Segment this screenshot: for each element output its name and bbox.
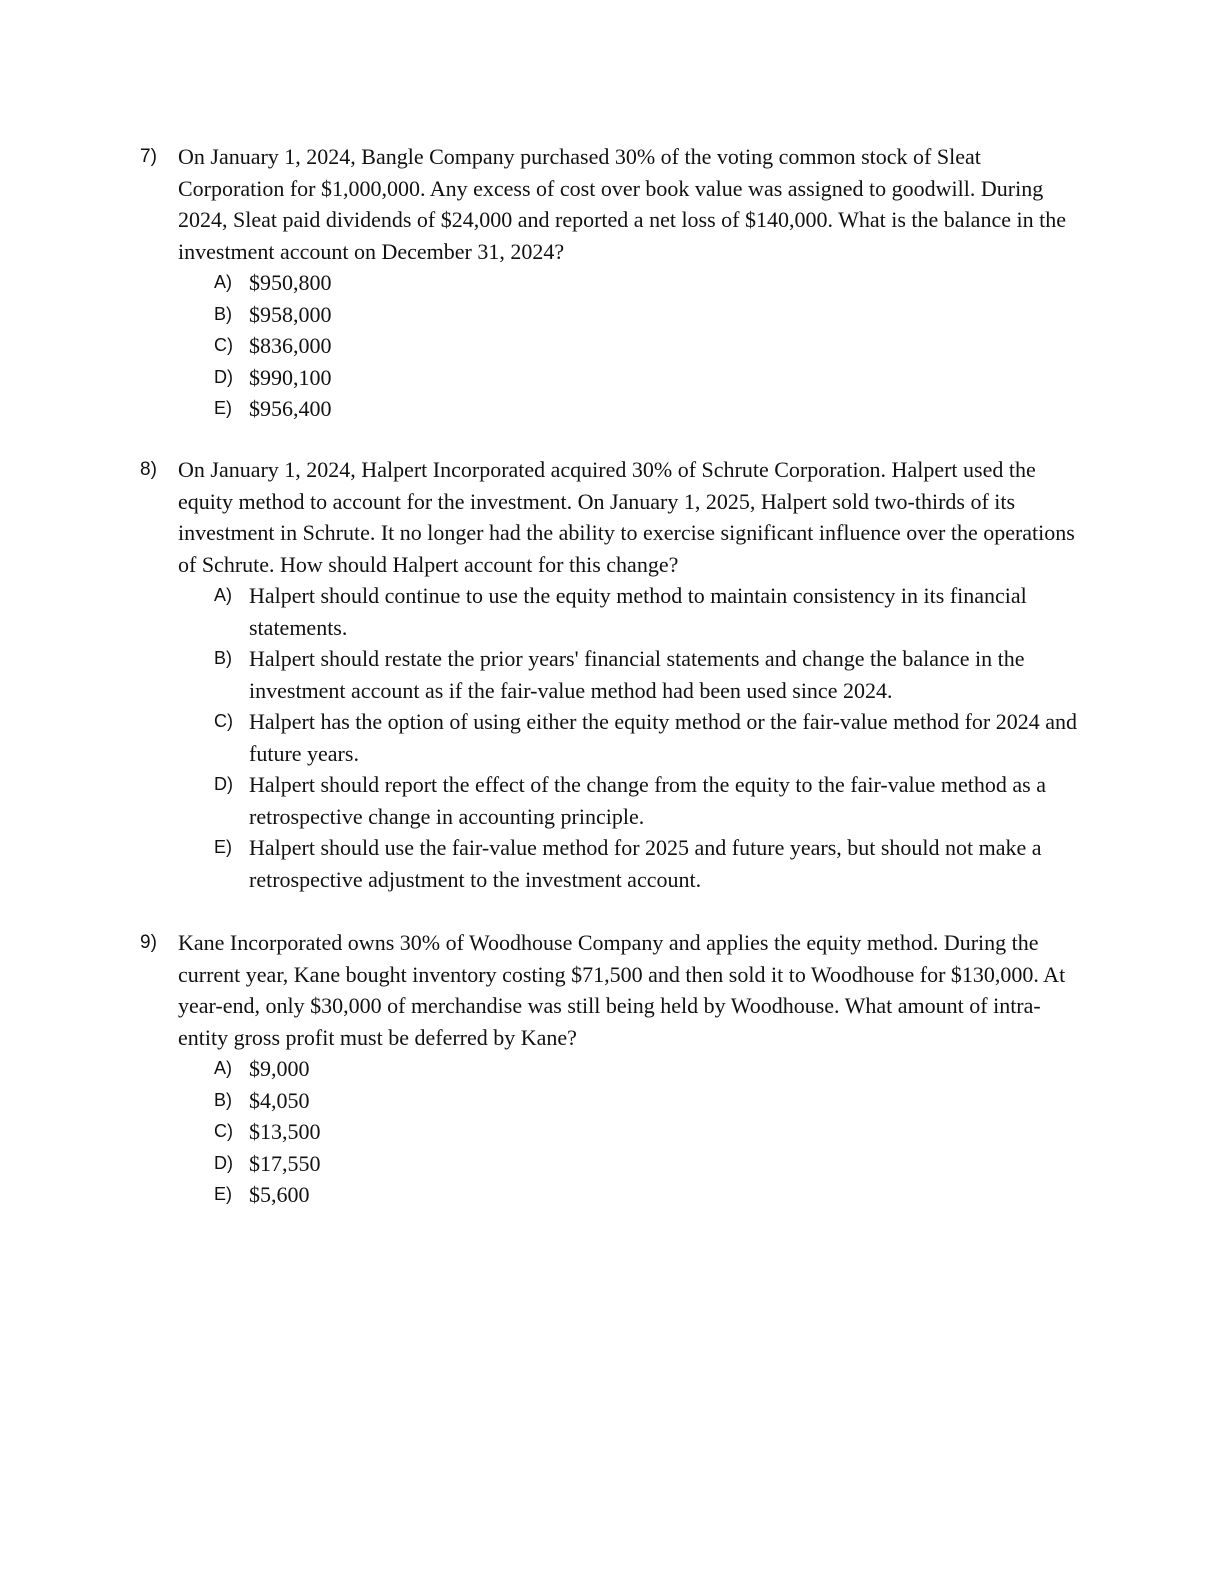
question-9: [140, 927, 1080, 1211]
option-text: $13,500: [249, 1119, 321, 1144]
option-text: $990,100: [249, 364, 332, 390]
option-letter: D): [214, 774, 233, 794]
option-a: [214, 267, 1080, 299]
question-text: Kane Incorporated owns 30% of Woodhouse Company and applies the equity method. During the current year, Kane bought inventory costing $71,500 and then sold it to Woodhouse for $130,000. At year-end, only $30,000 of merchandise was still being held by Woodhouse. What amount of intra-entity gross profit must be deferred by Kane?: [178, 930, 1066, 1050]
question-text: On January 1, 2024, Halpert Incorporated acquired 30% of Schrute Corporation. Halpert used the equity method to account for the investment. On January 1, 2025, Halpert sold two-thirds of its investment in Schrute. It no longer had the ability to exercise significant influence over the operations of Schrute. How should Halpert account for this change?: [178, 457, 1075, 577]
option-text: Halpert should restate the prior years' financial statements and change the balance in the investment account as if the fair-value method had been used since 2024.: [249, 646, 1025, 703]
option-e: [214, 393, 1080, 425]
option-c: [214, 706, 1080, 769]
question-number: 9): [140, 932, 157, 953]
option-text: $956,400: [249, 396, 332, 421]
option-text: $4,050: [249, 1087, 310, 1113]
option-text: $5,600: [249, 1182, 310, 1207]
option-text: $9,000: [249, 1056, 310, 1081]
answer-options: [214, 267, 1080, 425]
option-letter: A): [214, 585, 232, 605]
option-letter: B): [214, 648, 232, 668]
option-e: [214, 832, 1080, 895]
option-c: [214, 330, 1080, 362]
option-letter: D): [214, 1152, 233, 1173]
option-b: [214, 299, 1080, 331]
option-letter: E): [214, 1184, 232, 1204]
option-c: [214, 1116, 1080, 1148]
question-stem: [140, 927, 1080, 1053]
option-text: $958,000: [249, 301, 332, 327]
question-number: 7): [140, 146, 157, 167]
option-b: [214, 643, 1080, 706]
option-letter: C): [214, 711, 233, 731]
question-number: 8): [140, 459, 157, 480]
option-d: [214, 769, 1080, 832]
option-b: [214, 1085, 1080, 1117]
answer-options: [214, 1053, 1080, 1211]
option-letter: B): [214, 303, 232, 324]
option-text: Halpert should continue to use the equity method to maintain consistency in its financial statements.: [249, 583, 1027, 640]
option-text: Halpert should report the effect of the change from the equity to the fair-value method as a retrospective change in accounting principle.: [249, 772, 1046, 829]
option-letter: C): [214, 1121, 233, 1141]
option-text: Halpert should use the fair-value method for 2025 and future years, but should not make a retrospective adjustment to the investment account.: [249, 835, 1042, 892]
option-text: Halpert has the option of using either the equity method or the fair-value method for 2024 and future years.: [249, 709, 1077, 766]
option-e: [214, 1179, 1080, 1211]
option-letter: A): [214, 1058, 232, 1078]
option-text: $836,000: [249, 333, 332, 358]
option-d: [214, 1148, 1080, 1180]
answer-options: [214, 580, 1080, 895]
question-stem: [140, 141, 1080, 267]
option-letter: E): [214, 837, 232, 857]
option-letter: C): [214, 335, 233, 355]
option-letter: A): [214, 272, 232, 292]
option-letter: E): [214, 398, 232, 418]
option-text: $17,550: [249, 1150, 321, 1176]
question-8: [140, 454, 1080, 895]
option-a: [214, 580, 1080, 643]
question-7: [140, 141, 1080, 425]
question-stem: [140, 454, 1080, 580]
option-a: [214, 1053, 1080, 1085]
option-letter: B): [214, 1089, 232, 1110]
question-text: On January 1, 2024, Bangle Company purchased 30% of the voting common stock of Sleat Corporation for $1,000,000. Any excess of cost over book value was assigned to goodwill. During 2024, Sleat paid dividends of $24,000 and reported a net loss of $140,000. What is the balance in the investment account on December 31, 2024?: [178, 144, 1066, 264]
option-letter: D): [214, 366, 233, 387]
option-d: [214, 362, 1080, 394]
option-text: $950,800: [249, 270, 332, 295]
